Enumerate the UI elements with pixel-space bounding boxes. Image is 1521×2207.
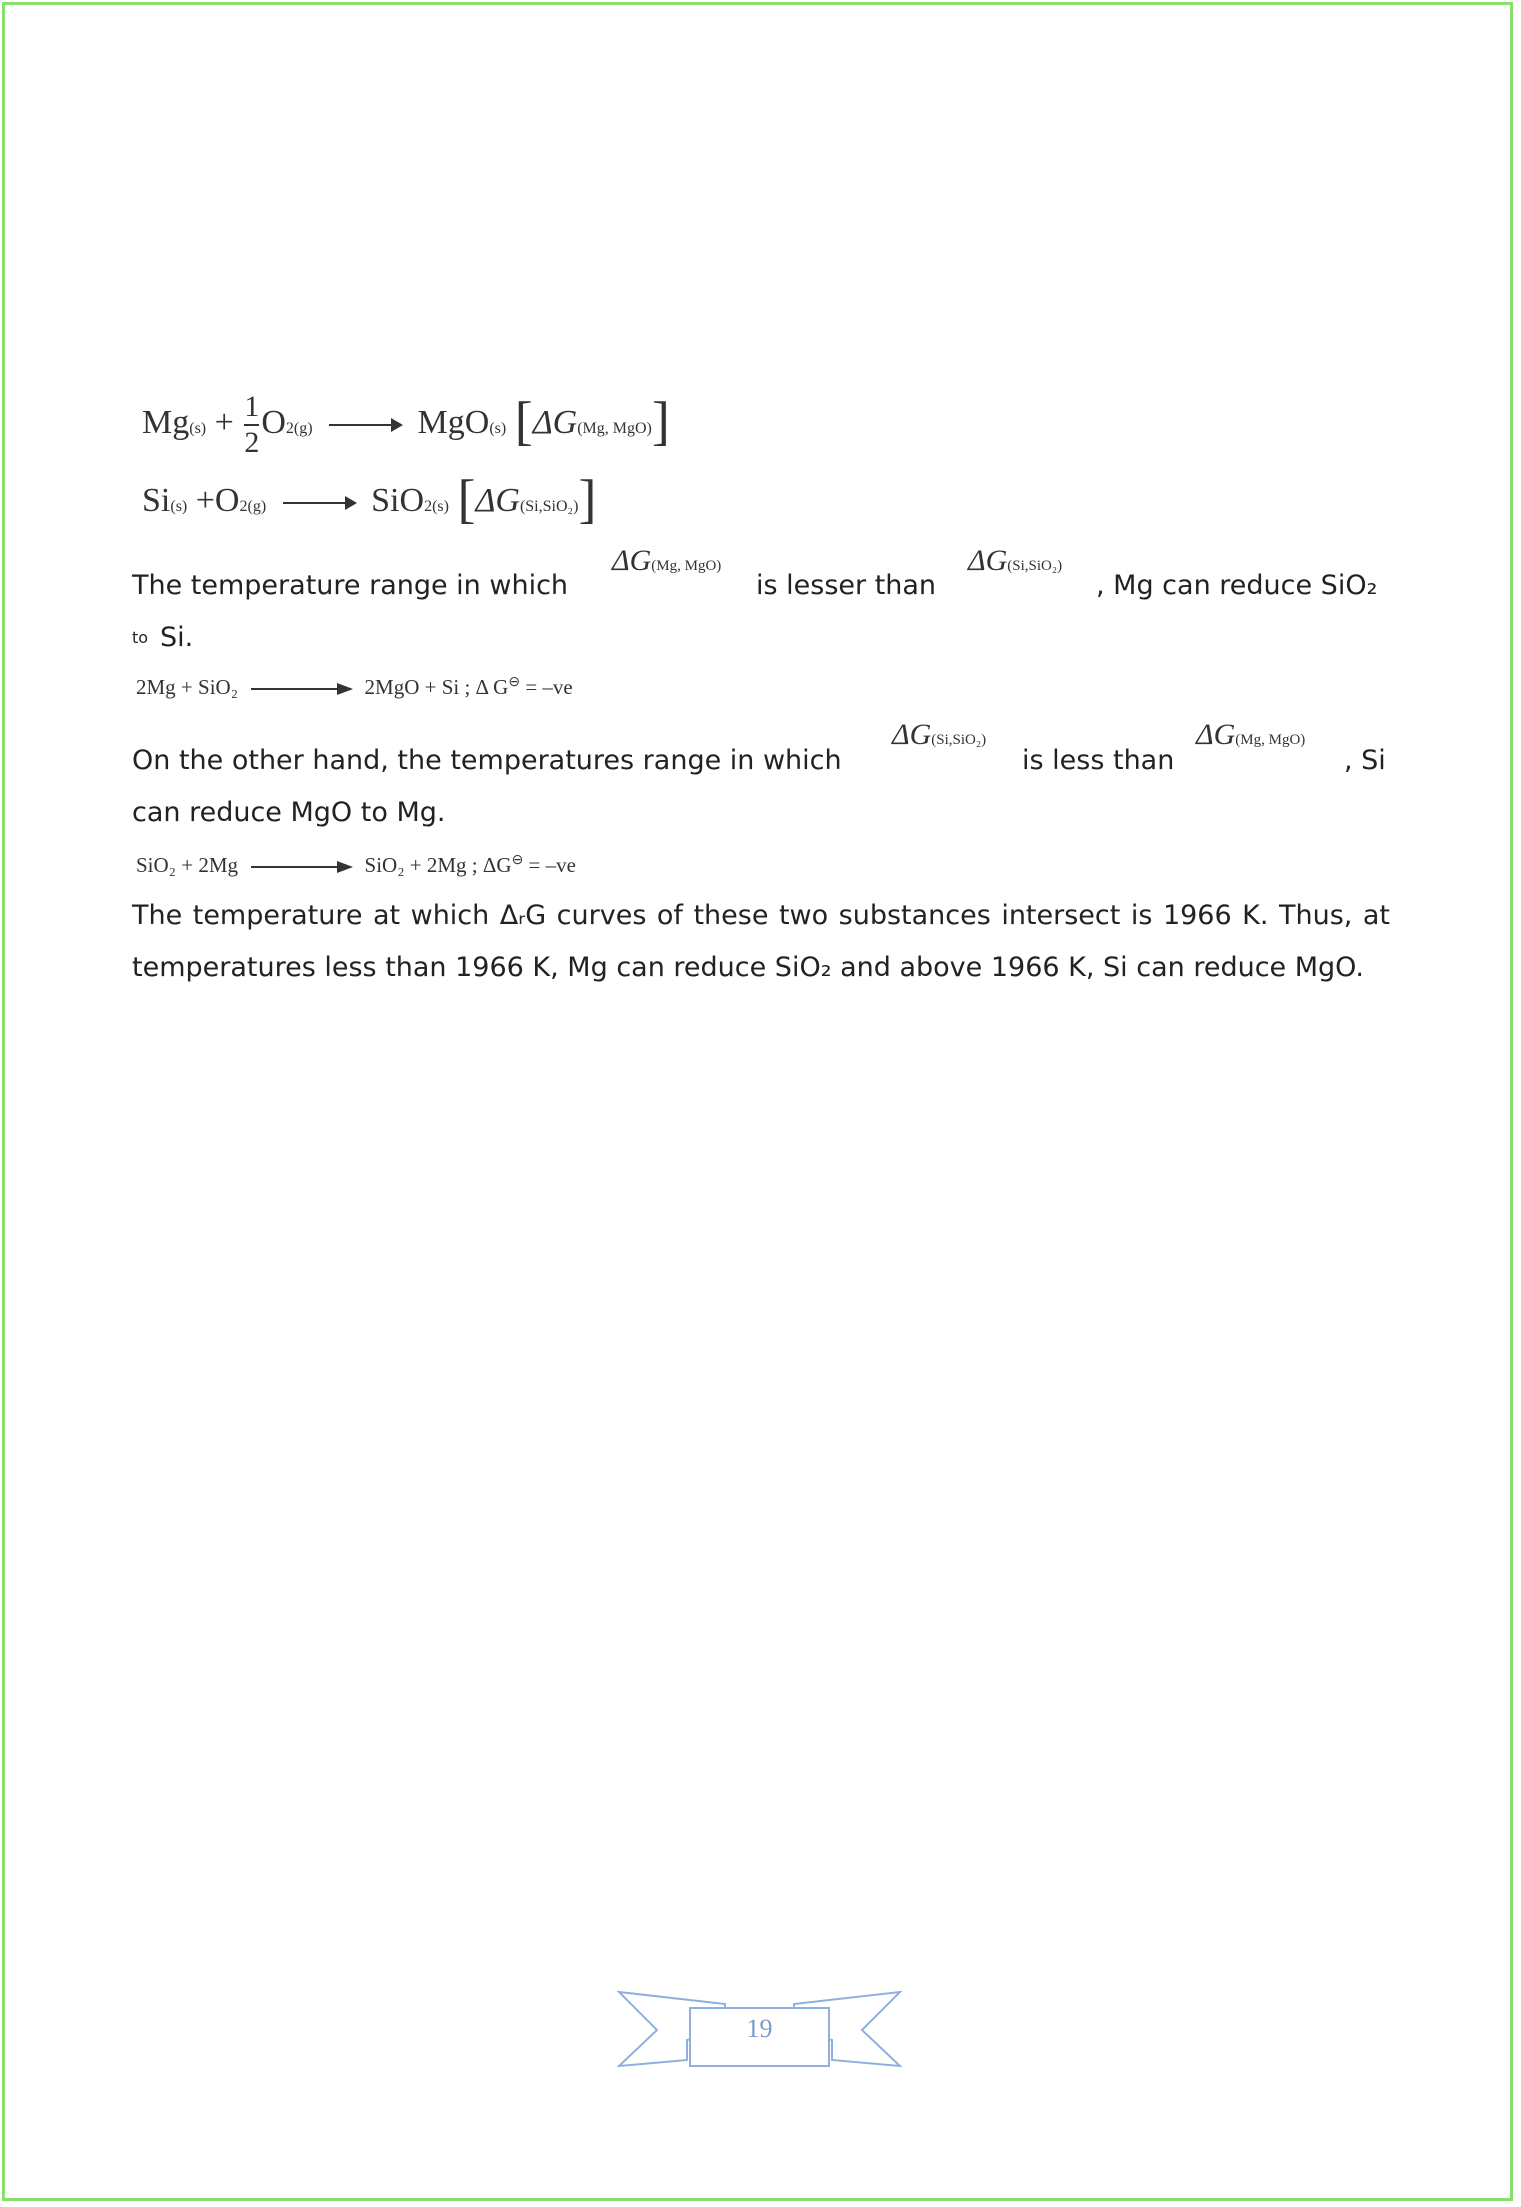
eq1-lhs1: Mg [142,404,190,441]
reaction2-tail: = –ve [523,853,576,877]
page-number: 19 [746,2014,773,2043]
eq1-fraction [244,392,259,458]
reaction2-arrow [251,866,351,868]
eq2-plus: +O [195,482,240,519]
page-number-ribbon [617,1990,902,2072]
para1-delta-g-2: ΔG(Si,SiO₂) [968,544,1063,577]
page-border [2,2,1513,2201]
eq1-frac-den: 2 [244,426,260,460]
reaction-2 [136,852,576,878]
equation-1: Mg(s) + $\frac{1}{2}$ O2(g) MgO(s) [ΔG(Mg, MgO)] [142,390,670,460]
eq2-rhs: SiO [371,482,425,519]
para2-text-b: is less than [1022,745,1175,776]
eq1-arrow [329,424,401,426]
reaction2-lhs: SiO₂ + 2Mg [136,853,239,877]
para2-delta-g-2: ΔG(Mg, MgO) [1196,718,1306,751]
reaction1-arrow [251,688,351,690]
para1-text-to: to [132,628,149,647]
eq1-delta-sub: (Mg, MgO) [577,420,652,437]
reaction1-rhs: 2MgO + Si ; Δ G [364,675,509,699]
para1-text-c: , Mg can reduce SiO₂ [1096,570,1378,601]
para1-text-a: The temperature range in which [132,570,569,601]
para2-text-a: On the other hand, the temperatures range in which [132,745,842,776]
eq2-lhs2-sub: 2(g) [239,498,267,515]
eq2-lhs1: Si [142,482,171,519]
para3: The temperature at which ΔᵣG curves of these two substances intersect is 1966 K. Thus, at temperatures less than 1966 K, Mg can reduce SiO₂ and above 1966 K, Si can reduce MgO. [132,900,1390,983]
reaction1-lhs: 2Mg + SiO₂ [136,675,239,699]
para2-text-c: , Si [1344,745,1386,776]
eq1-delta: ΔG [532,404,578,441]
eq1-frac-num: 1 [244,390,260,424]
reaction2-rhs: SiO₂ + 2Mg ; ΔG [364,853,512,877]
eq2-lhs1-sub: (s) [170,498,188,515]
eq2-delta-sub: (Si,SiO₂) [519,498,579,515]
para2-delta-g-1: ΔG(Si,SiO₂) [892,718,987,751]
eq1-rhs: MgO [417,404,490,441]
eq2-delta: ΔG [475,482,520,519]
eq1-lhs2-sub: 2(g) [285,420,313,437]
reaction-1 [136,674,573,700]
eq1-rhs-sub: (s) [489,420,507,437]
eq2-rhs-sub: 2(s) [424,498,449,515]
reaction1-tail: = –ve [520,675,573,699]
eq1-lhs2: O [261,404,286,441]
para2-text-d: can reduce MgO to Mg. [132,797,446,828]
eq1-plus: + [214,404,234,441]
para1-text-d: Si. [160,622,194,653]
para1-delta-g-1: ΔG(Mg, MgO) [612,544,722,577]
equation-2: Si(s) +O2(g) SiO2(s) [ΔG(Si,SiO₂)] [142,469,597,529]
reaction1-sign: ⊖ [508,675,521,690]
reaction2-sign: ⊖ [511,853,524,868]
eq1-lhs1-sub: (s) [189,420,207,437]
eq2-arrow [283,502,355,504]
para1-text-b: is lesser than [756,570,937,601]
